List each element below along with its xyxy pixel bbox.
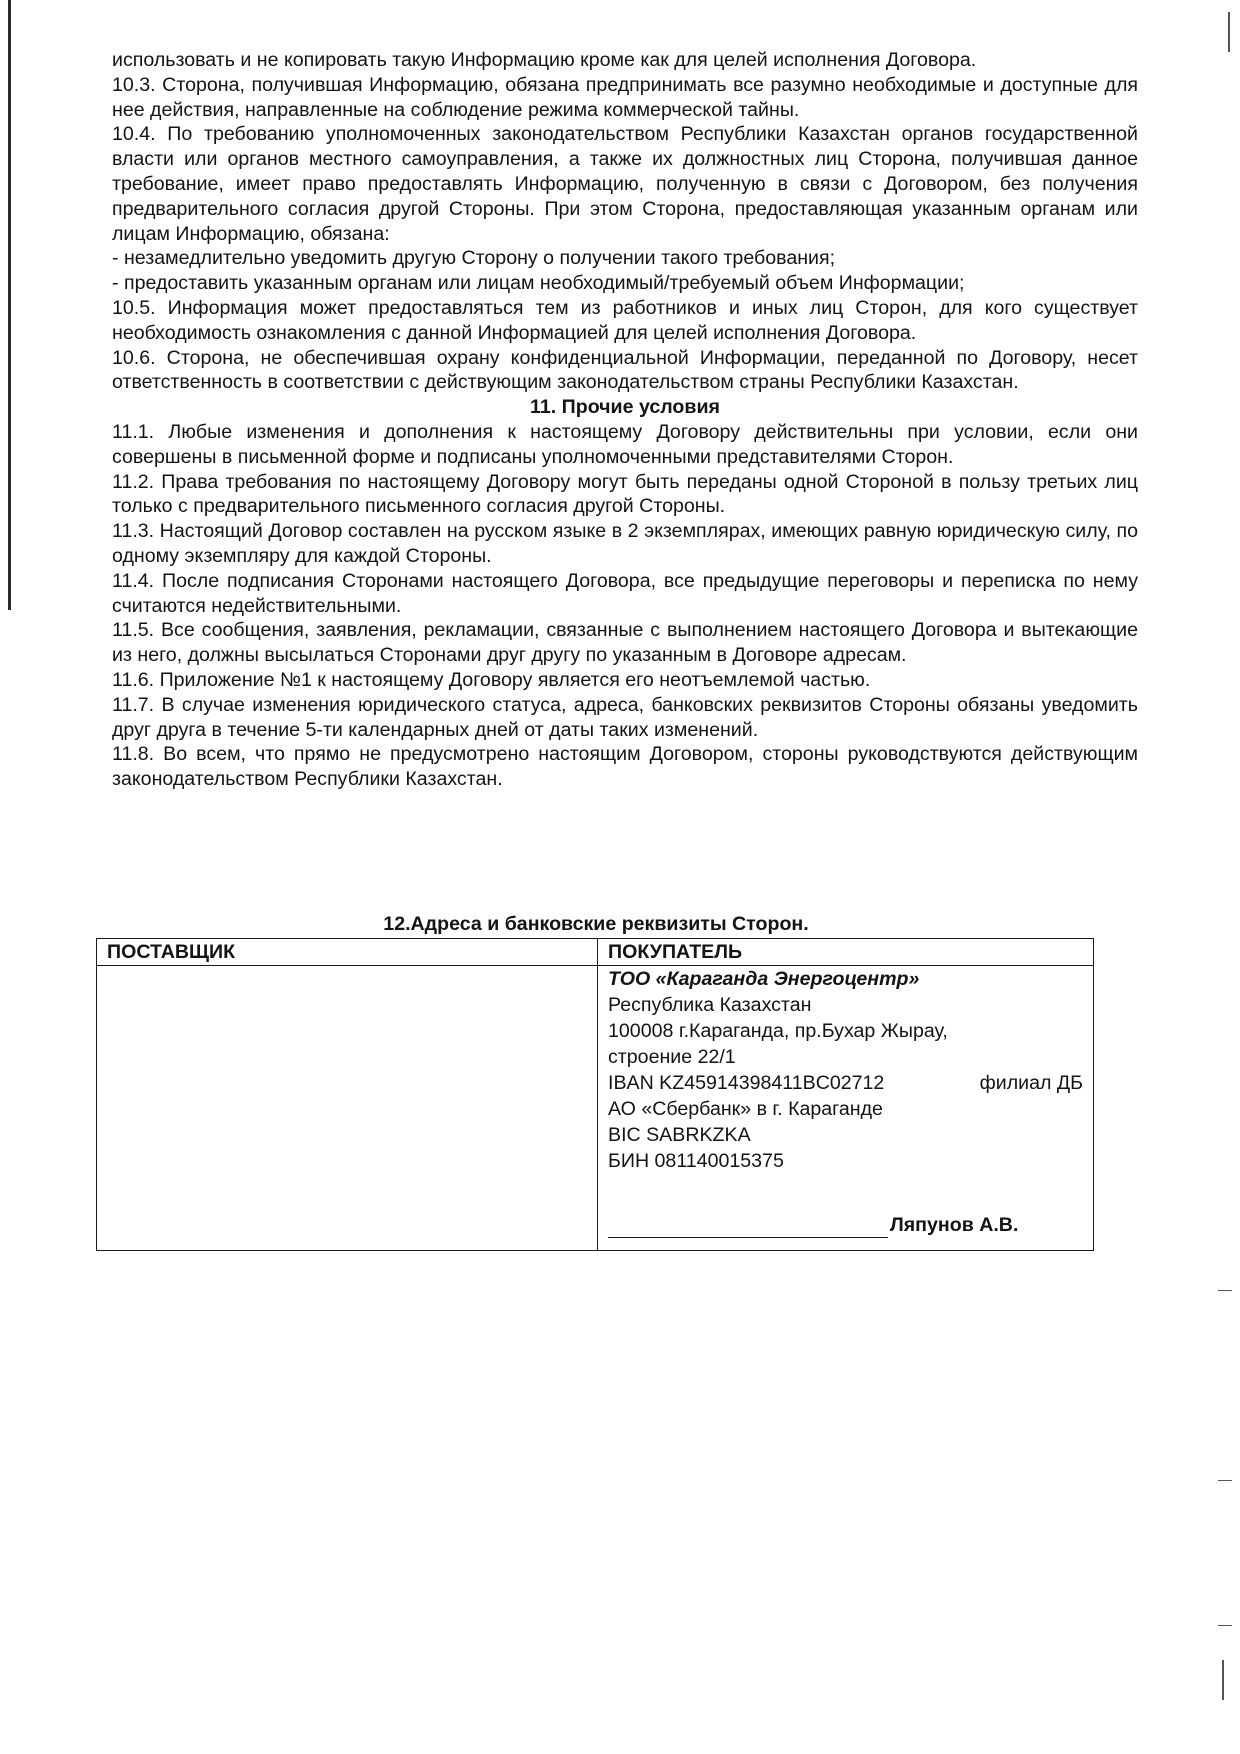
- table-header-row: [97, 939, 1094, 966]
- clause-10-4-item-1: - незамедлительно уведомить другую Сторону о получении такого требования;: [112, 247, 836, 270]
- buyer-iban-row: [608, 1070, 1083, 1096]
- scan-edge-mark: [1218, 1290, 1232, 1291]
- clause-11-2: 11.2. Права требования по настоящему Договору могут быть переданы одной Стороной в пользу третьих лиц только с предварительного письменного согласия другой Стороны.: [112, 470, 1138, 518]
- buyer-bank-branch: филиал ДБ: [979, 1072, 1083, 1094]
- buyer-country: Республика Казахстан: [608, 994, 812, 1016]
- signature-row: [608, 1212, 1083, 1238]
- supplier-details-cell: [97, 966, 598, 1251]
- buyer-bic: BIC SABRKZKA: [608, 1124, 751, 1146]
- buyer-header: ПОКУПАТЕЛЬ: [598, 939, 1094, 966]
- buyer-address-line-2: строение 22/1: [608, 1046, 736, 1068]
- scan-edge-mark: [1218, 1480, 1232, 1481]
- clause-10-4: 10.4. По требованию уполномоченных законодательством Республики Казахстан органов государственной власти или органов местного самоуправления, а также их должностных лиц Сторона, получившая данное требование, имеет право предоставлять Информацию, полученную в связи с Договором, без получения предварительного согласия другой Стороны. При этом Сторона, предоставляющая указанным органам или лицам Информацию, обязана:: [112, 123, 1138, 245]
- buyer-address-line-1: 100008 г.Караганда, пр.Бухар Жырау,: [608, 1020, 948, 1042]
- table-body-row: [97, 966, 1094, 1251]
- scan-edge-mark: [1228, 12, 1230, 52]
- buyer-iban: IBAN KZ45914398411BC02712: [608, 1072, 885, 1094]
- clause-11-7: 11.7. В случае изменения юридического статуса, адреса, банковских реквизитов Стороны обязаны уведомить друг друга в течение 5-ти календарных дней от даты таких изменений.: [112, 693, 1138, 741]
- clause-11-8: 11.8. Во всем, что прямо не предусмотрено настоящим Договором, стороны руководствуются действующим законодательством Республики Казахстан.: [112, 743, 1138, 791]
- clause-10-5: 10.5. Информация может предоставляться тем из работников и иных лиц Сторон, для кого существует необходимость ознакомления с данной Информацией для целей исполнения Договора.: [112, 296, 1138, 344]
- clause-10-2-end: использовать и не копировать такую Информацию кроме как для целей исполнения Договора.: [112, 49, 977, 71]
- clause-11-5: 11.5. Все сообщения, заявления, рекламации, связанные с выполнением настоящего Договора и вытекающие из него, должны высылаться Сторонами друг другу по указанным в Договоре адресам.: [112, 619, 1138, 667]
- clause-11-3: 11.3. Настоящий Договор составлен на русском языке в 2 экземплярах, имеющих равную юридическую силу, по одному экземпляру для каждой Стороны.: [112, 520, 1138, 567]
- clause-10-4-item-2: - предоставить указанным органам или лицам необходимый/требуемый объем Информации;: [112, 272, 965, 295]
- scan-edge-mark: [1222, 1660, 1224, 1700]
- buyer-bank-name: АО «Сбербанк» в г. Караганде: [608, 1098, 883, 1120]
- buyer-bin: БИН 081140015375: [608, 1150, 784, 1172]
- requisites-table: [96, 938, 1094, 1251]
- clause-10-6: 10.6. Сторона, не обеспечившая охрану конфиденциальной Информации, переданной по Договору, несет ответственность в соответствии с действующим законодательством страны Республики Казахстан.: [112, 346, 1138, 394]
- signer-name: Ляпунов А.В.: [890, 1214, 1019, 1236]
- section-11-heading: 11. Прочие условия: [530, 396, 720, 419]
- signature-line: [608, 1217, 888, 1238]
- supplier-header: ПОСТАВЩИК: [97, 939, 598, 966]
- clause-10-3: 10.3. Сторона, получившая Информацию, обязана предпринимать все разумно необходимые и доступные для нее действия, направленные на соблюдение режима коммерческой тайны.: [112, 73, 1138, 121]
- buyer-company-name: ТОО «Караганда Энергоцентр»: [608, 968, 920, 990]
- clause-11-1: 11.1. Любые изменения и дополнения к настоящему Договору действительны при условии, если они совершены в письменной форме и подписаны уполномоченными представителями Сторон.: [112, 420, 1138, 468]
- section-12-heading: 12.Адреса и банковские реквизиты Сторон.: [383, 913, 809, 935]
- clause-11-4: 11.4. После подписания Сторонами настоящего Договора, все предыдущие переговоры и переписка по нему считаются недействительными.: [112, 569, 1138, 617]
- contract-text: [112, 48, 1138, 792]
- scan-margin-line: [8, 0, 11, 610]
- buyer-details-cell: [598, 966, 1094, 1251]
- scan-edge-mark: [1218, 1625, 1232, 1626]
- clause-11-6: 11.6. Приложение №1 к настоящему Договору является его неотъемлемой частью.: [112, 668, 871, 691]
